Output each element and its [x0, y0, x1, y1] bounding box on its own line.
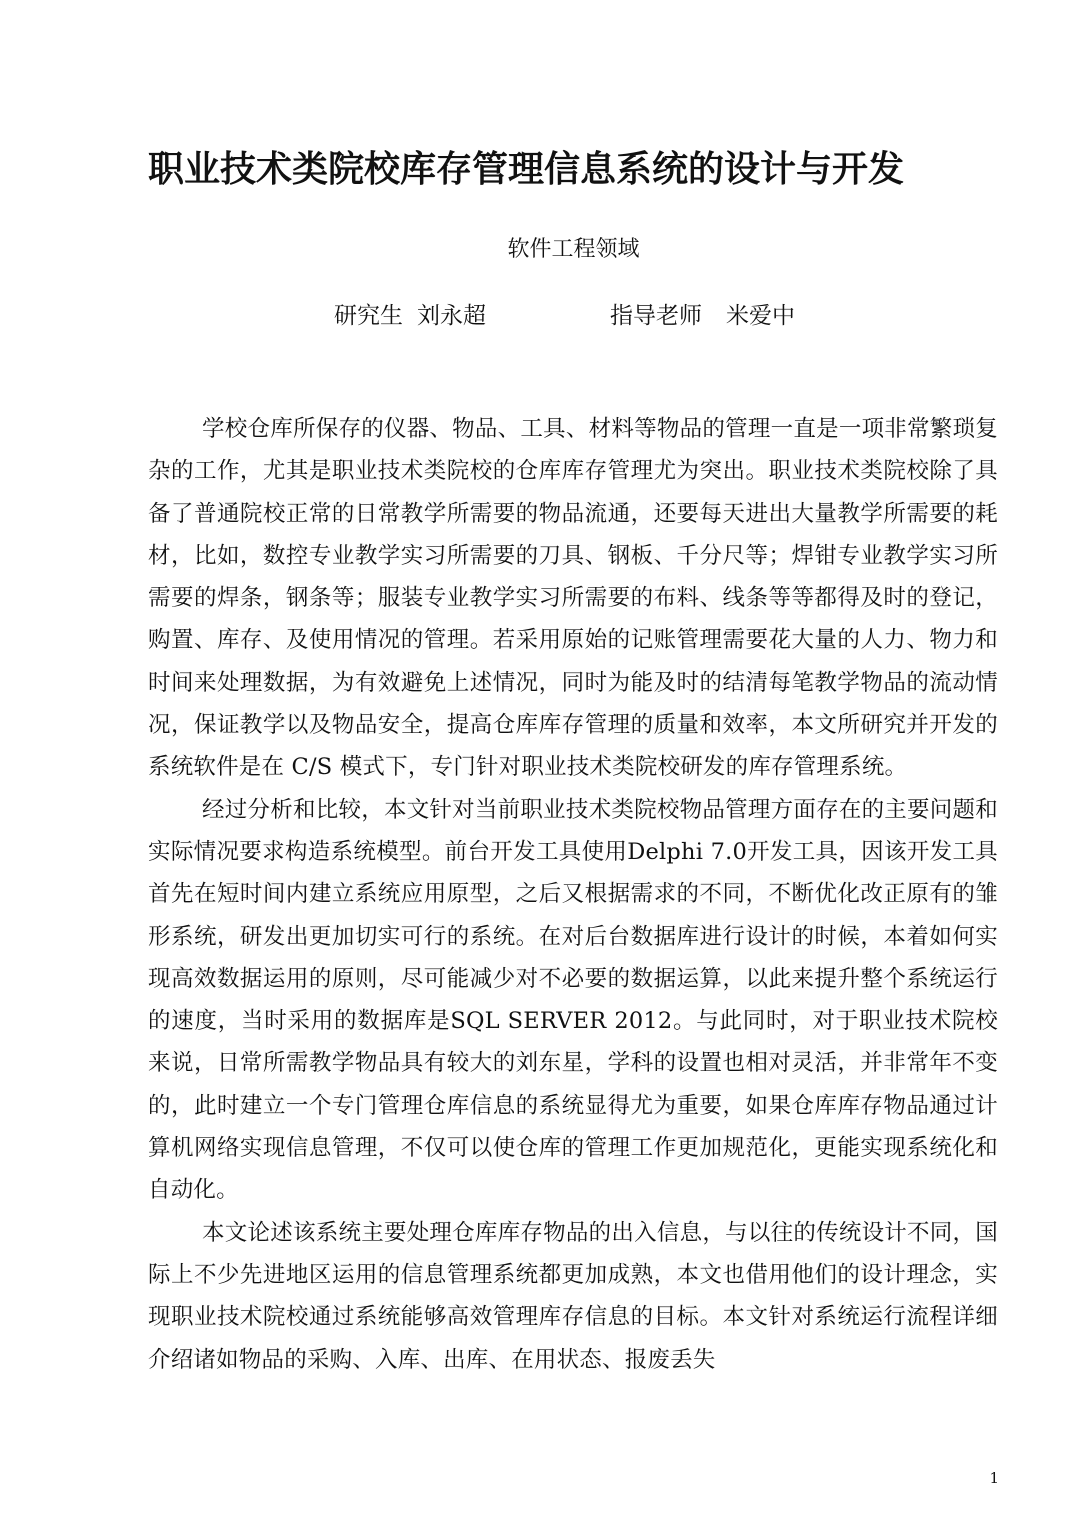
- paper-title: 职业技术类院校库存管理信息系统的设计与开发: [148, 149, 905, 190]
- student-info: [334, 296, 486, 336]
- advisor-name: 米爱中: [726, 303, 795, 329]
- subject-field: 软件工程领域: [507, 237, 640, 262]
- advisor-label: 指导老师: [610, 303, 702, 329]
- student-name: 刘永超: [417, 303, 486, 329]
- paragraph-3: 本文论述该系统主要处理仓库库存物品的出入信息，与以往的传统设计不同，国际上不少先进地区运用的信息管理系统都更加成熟，本文也借用他们的设计理念，实现职业技术院校通过系统能够高效管理库存信息的目标。本文针对系统运行流程详细介绍诸如物品的采购、入库、出库、在用状态、报废丢失: [148, 1219, 998, 1373]
- student-label: 研究生: [334, 303, 403, 329]
- paragraph-1: 学校仓库所保存的仪器、物品、工具、材料等物品的管理一直是一项非常繁琐复杂的工作，尤其是职业技术类院校的仓库库存管理尤为突出。职业技术类院校除了具备了普通院校正常的日常教学所需要的物品流通，还要每天进出大量教学所需要的耗材，比如，数控专业教学实习所需要的刀具、钢板、千分尺等；焊钳专业教学实习所需要的焊条，钢条等；服装专业教学实习所需要的布料、线条等等都得及时的登记，购置、库存、及使用情况的管理。若采用原始的记账管理需要花大量的人力、物力和时间来处理数据，为有效避免上述情况，同时为能及时的结清每笔教学物品的流动情况，保证教学以及物品安全，提高仓库库存管理的质量和效率，本文所研究并开发的系统软件是在 C/S 模式下，专门针对职业技术类院校研发的库存管理系统。: [148, 416, 998, 781]
- page-number: 1: [989, 1469, 999, 1487]
- paragraph-2: 经过分析和比较，本文针对当前职业技术类院校物品管理方面存在的主要问题和实际情况要求构造系统模型。前台开发工具使用Delphi 7.0开发工具，因该开发工具首先在短时间内建立系统应用原型，之后又根据需求的不同，不断优化改正原有的雏形系统，研发出更加切实可行的系统。在对后台数据库进行设计的时候，本着如何实现高效数据运用的原则，尽可能减少对不必要的数据运算，以此来提升整个系统运行的速度，当时采用的数据库是SQL SERVER 2012。与此同时，对于职业技术院校来说，日常所需教学物品具有较大的刘东星，学科的设置也相对灵活，并非常年不变的，此时建立一个专门管理仓库信息的系统显得尤为重要，如果仓库库存物品通过计算机网络实现信息管理，不仅可以使仓库的管理工作更加规范化，更能实现系统化和自动化。: [148, 796, 998, 1204]
- abstract-body: [148, 408, 998, 1381]
- advisor-info: [610, 296, 795, 336]
